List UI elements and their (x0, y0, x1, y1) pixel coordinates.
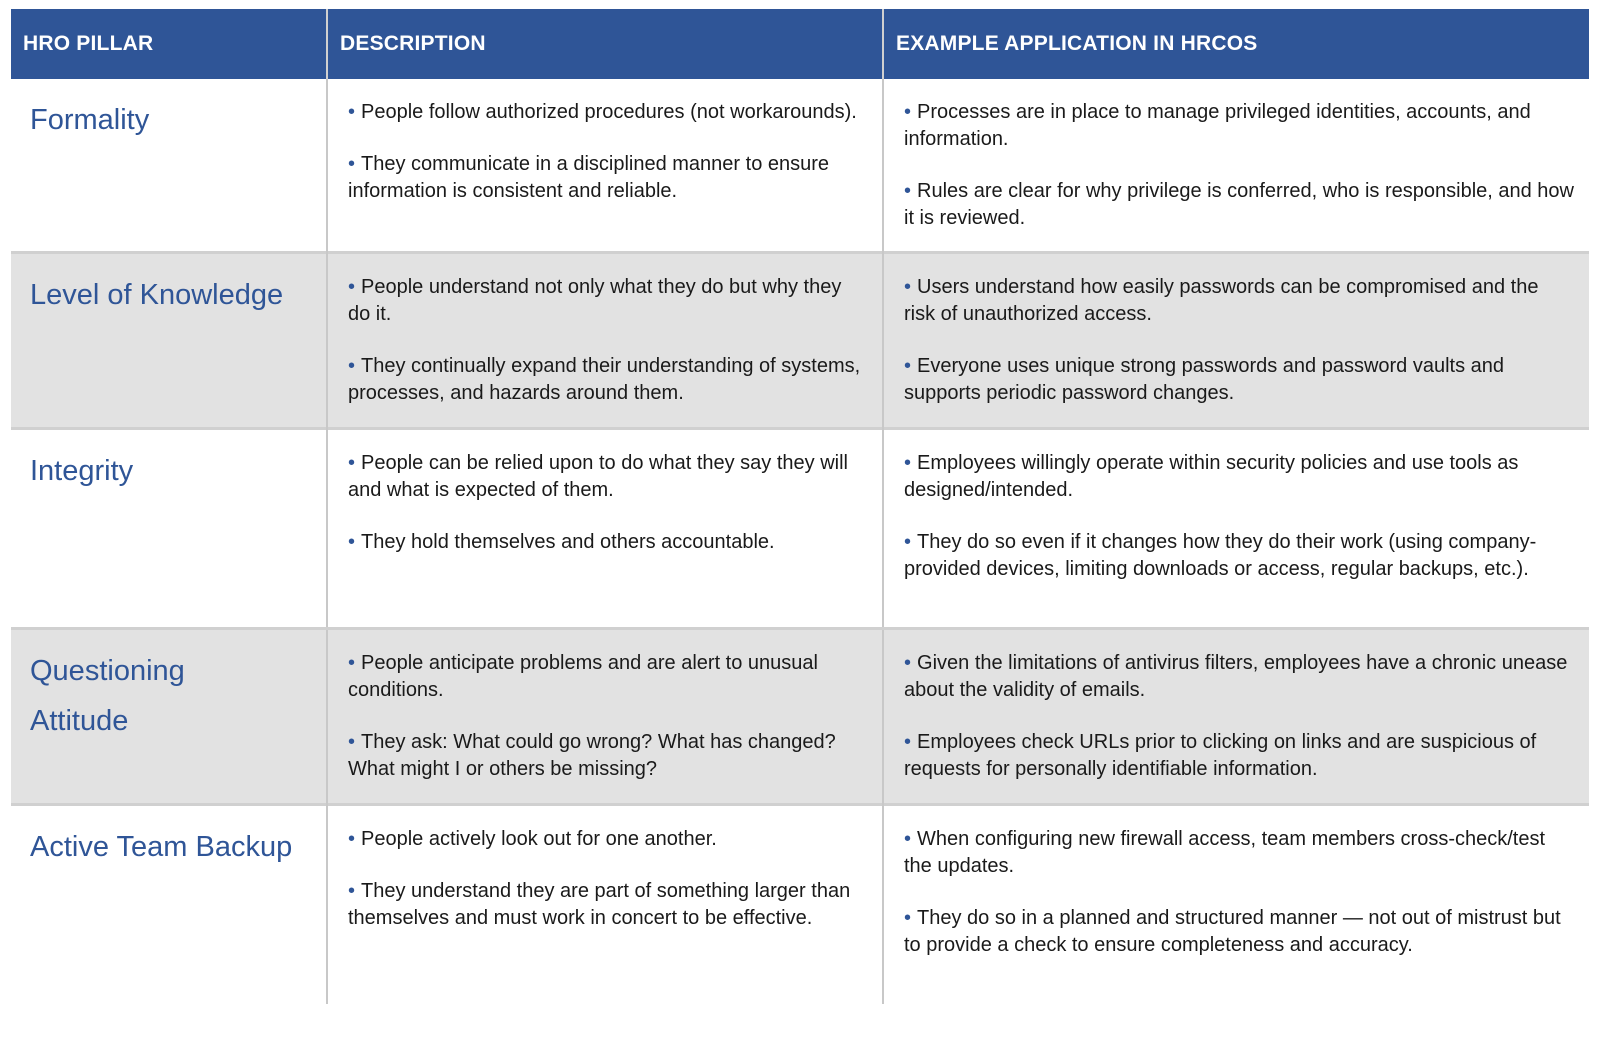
table-row (11, 79, 1589, 251)
bullet-text: Given the limitations of antivirus filters, employees have a chronic unease about the validity of emails. (904, 652, 1568, 701)
bullet-icon: • (348, 531, 356, 553)
bullet-item (904, 450, 1575, 504)
bullet-item (348, 99, 868, 126)
bullet-item (348, 826, 868, 853)
bullet-item (904, 178, 1575, 232)
bullet-icon: • (348, 355, 356, 377)
header-example-application: EXAMPLE APPLICATION IN HRCOS (882, 9, 1589, 79)
bullet-text: Employees check URLs prior to clicking on links and are suspicious of requests for personally identifiable information. (904, 731, 1537, 780)
bullet-text: They do so in a planned and structured manner — not out of mistrust but to provide a check to ensure completeness and accuracy. (904, 907, 1561, 956)
example-cell (882, 254, 1589, 432)
bullet-text: People follow authorized procedures (not workarounds). (361, 101, 857, 123)
bullet-text: Users understand how easily passwords can be compromised and the risk of unauthorized access. (904, 276, 1539, 325)
bullet-item (348, 529, 868, 556)
bullet-item (904, 905, 1575, 959)
table-row (11, 803, 1589, 1004)
bullet-text: They understand they are part of something larger than themselves and must work in concert to be effective. (348, 880, 851, 929)
bullet-item (904, 826, 1575, 880)
example-cell (882, 630, 1589, 808)
bullet-item (904, 99, 1575, 153)
bullet-icon: • (348, 880, 356, 902)
bullet-icon: • (348, 101, 356, 123)
bullet-icon: • (348, 153, 356, 175)
bullet-text: People actively look out for one another. (361, 828, 717, 850)
bullet-icon: • (348, 828, 356, 850)
bullet-item (904, 274, 1575, 328)
bullet-item (904, 529, 1575, 583)
description-cell (326, 630, 882, 808)
bullet-text: They do so even if it changes how they do their work (using company-provided devices, limiting downloads or access, regular backups, etc.). (904, 531, 1537, 580)
bullet-item (348, 650, 868, 704)
pillar-name: Active Team Backup (30, 831, 293, 863)
bullet-text: They hold themselves and others accountable. (361, 531, 775, 553)
bullet-text: They ask: What could go wrong? What has changed? What might I or others be missing? (348, 731, 836, 780)
table-row (11, 251, 1589, 427)
bullet-icon: • (348, 731, 356, 753)
example-cell (882, 806, 1589, 1004)
example-cell (882, 430, 1589, 627)
bullet-icon: • (904, 276, 912, 298)
bullet-icon: • (904, 355, 912, 377)
description-cell (326, 254, 882, 432)
pillar-name: Level of Knowledge (30, 279, 284, 311)
pillar-name: Integrity (30, 455, 134, 487)
bullet-text: People can be relied upon to do what they say they will and what is expected of them. (348, 452, 848, 501)
description-cell (326, 430, 882, 627)
pillar-name: Formality (30, 104, 150, 136)
example-cell (882, 79, 1589, 257)
bullet-item (348, 151, 868, 205)
bullet-icon: • (904, 828, 912, 850)
description-cell (326, 79, 882, 257)
bullet-text: They communicate in a disciplined manner to ensure information is consistent and reliable. (348, 153, 830, 202)
bullet-item (904, 353, 1575, 407)
bullet-icon: • (904, 731, 912, 753)
pillar-name: Questioning Attitude (30, 655, 185, 737)
bullet-icon: • (904, 907, 912, 929)
bullet-icon: • (348, 452, 356, 474)
bullet-icon: • (904, 652, 912, 674)
table-row (11, 627, 1589, 803)
bullet-item (904, 650, 1575, 704)
bullet-icon: • (348, 652, 356, 674)
bullet-item (348, 450, 868, 504)
bullet-item (348, 729, 868, 783)
header-description: DESCRIPTION (326, 9, 882, 79)
bullet-text: Employees willingly operate within security policies and use tools as designed/intended. (904, 452, 1519, 501)
bullet-text: When configuring new firewall access, team members cross-check/test the updates. (904, 828, 1546, 877)
table-header (11, 9, 1589, 79)
header-hro-pillar: HRO PILLAR (23, 32, 154, 55)
table-row (11, 427, 1589, 627)
hro-pillars-table (11, 9, 1589, 1004)
description-cell (326, 806, 882, 1004)
bullet-icon: • (904, 180, 912, 202)
bullet-text: People anticipate problems and are alert to unusual conditions. (348, 652, 818, 701)
bullet-item (348, 274, 868, 328)
bullet-text: Processes are in place to manage privileged identities, accounts, and information. (904, 101, 1531, 150)
bullet-item (904, 729, 1575, 783)
bullet-icon: • (904, 101, 912, 123)
bullet-icon: • (904, 531, 912, 553)
bullet-text: Everyone uses unique strong passwords and password vaults and supports periodic password changes. (904, 355, 1505, 404)
bullet-icon: • (904, 452, 912, 474)
bullet-item (348, 353, 868, 407)
bullet-icon: • (348, 276, 356, 298)
bullet-text: Rules are clear for why privilege is conferred, who is responsible, and how it is reviewed. (904, 180, 1574, 229)
bullet-text: They continually expand their understanding of systems, processes, and hazards around them. (348, 355, 861, 404)
bullet-item (348, 878, 868, 932)
bullet-text: People understand not only what they do but why they do it. (348, 276, 842, 325)
